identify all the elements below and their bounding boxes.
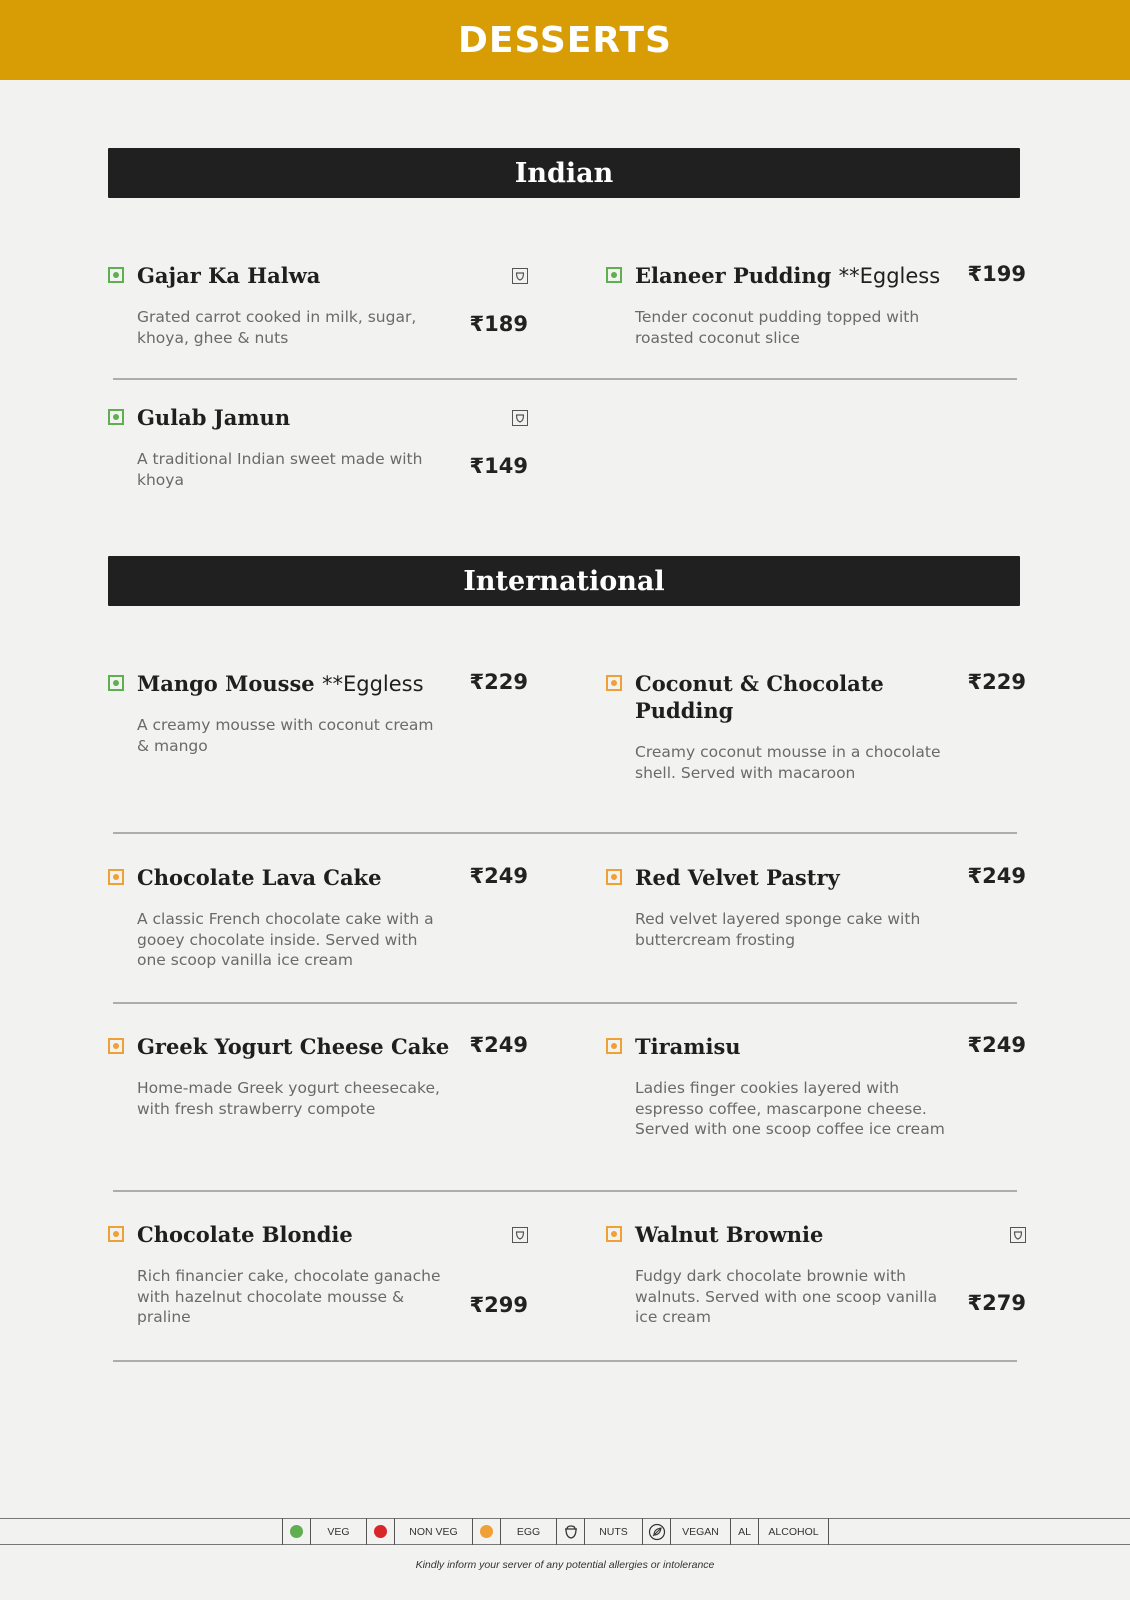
egg-icon [606,675,622,691]
nuts-icon [557,1518,585,1545]
vegan-leaf-icon [643,1518,671,1545]
item-name: Coconut & Chocolate Pudding [635,671,884,723]
veg-icon [108,409,124,425]
item-description: A creamy mousse with coconut cream & mango [137,716,434,755]
item-name: Chocolate Lava Cake [137,865,382,890]
legend-vegan-label: VEGAN [671,1518,731,1545]
item-price: ₹229 [967,670,1026,694]
item-price: ₹279 [967,1291,1026,1315]
item-name: Greek Yogurt Cheese Cake [137,1034,450,1059]
nuts-icon [512,1227,528,1243]
allergy-note: Kindly inform your server of any potential allergies or intolerance [415,1559,715,1571]
egg-icon [108,869,124,885]
section-title: International [463,565,665,597]
section-title: Indian [514,157,614,189]
item-price: ₹249 [967,1033,1026,1057]
divider [113,1190,1017,1192]
item-name: Gajar Ka Halwa [137,263,321,288]
legend-alcohol-label: ALCOHOL [759,1518,829,1545]
item-description: A traditional Indian sweet made with khoya [137,450,423,489]
item-price: ₹249 [469,1033,528,1057]
legend-egg-label: EGG [501,1518,557,1545]
divider [113,1002,1017,1004]
item-name: Tiramisu [635,1034,741,1059]
non-veg-dot-icon [367,1518,395,1545]
egg-icon [108,1038,124,1054]
page-title: DESSERTS [458,19,672,61]
item-description: Fudgy dark chocolate brownie with walnuts. Served with one scoop vanilla ice cream [635,1267,938,1326]
item-description: Tender coconut pudding topped with roasted coconut slice [635,308,920,347]
item-tag: **Eggless [838,264,941,288]
nuts-icon [512,268,528,284]
section-header-indian [108,148,1020,198]
item-name: Red Velvet Pastry [635,865,840,890]
veg-icon [606,267,622,283]
divider [113,378,1017,380]
legend-non-veg-label: NON VEG [395,1518,473,1545]
item-price: ₹149 [469,454,528,478]
item-description: Creamy coconut mousse in a chocolate shell. Served with macaroon [635,743,941,782]
item-price: ₹249 [469,864,528,888]
egg-icon [606,1226,622,1242]
item-name: Gulab Jamun [137,405,291,430]
item-price: ₹249 [967,864,1026,888]
alcohol-icon: AL [731,1518,759,1545]
item-name: Mango Mousse **Eggless [137,671,424,696]
legend-veg-label: VEG [311,1518,367,1545]
egg-icon [606,869,622,885]
item-name: Elaneer Pudding **Eggless [635,263,941,288]
item-description: A classic French chocolate cake with a gooey chocolate inside. Served with one scoop vanilla ice cream [137,910,434,969]
veg-icon [108,675,124,691]
item-price: ₹229 [469,670,528,694]
item-price: ₹299 [469,1293,528,1317]
item-tag: **Eggless [321,672,424,696]
section-header-international [108,556,1020,606]
page-header [0,0,1130,80]
item-description: Ladies finger cookies layered with espresso coffee, mascarpone cheese. Served with one scoop coffee ice cream [635,1079,945,1138]
item-name: Walnut Brownie [635,1222,824,1247]
item-description: Rich financier cake, chocolate ganache with hazelnut chocolate mousse & praline [137,1267,441,1326]
item-description: Red velvet layered sponge cake with buttercream frosting [635,910,921,949]
item-description: Home-made Greek yogurt cheesecake, with fresh strawberry compote [137,1079,440,1118]
legend-nuts-label: NUTS [585,1518,643,1545]
veg-dot-icon [283,1518,311,1545]
item-description: Grated carrot cooked in milk, sugar, khoya, ghee & nuts [137,308,417,347]
egg-dot-icon [473,1518,501,1545]
egg-icon [606,1038,622,1054]
divider [113,1360,1017,1362]
item-price: ₹189 [469,312,528,336]
item-name: Chocolate Blondie [137,1222,353,1247]
item-price: ₹199 [967,262,1026,286]
egg-icon [108,1226,124,1242]
dietary-legend [0,1518,1130,1545]
nuts-icon [512,410,528,426]
divider [113,832,1017,834]
veg-icon [108,267,124,283]
nuts-icon [1010,1227,1026,1243]
